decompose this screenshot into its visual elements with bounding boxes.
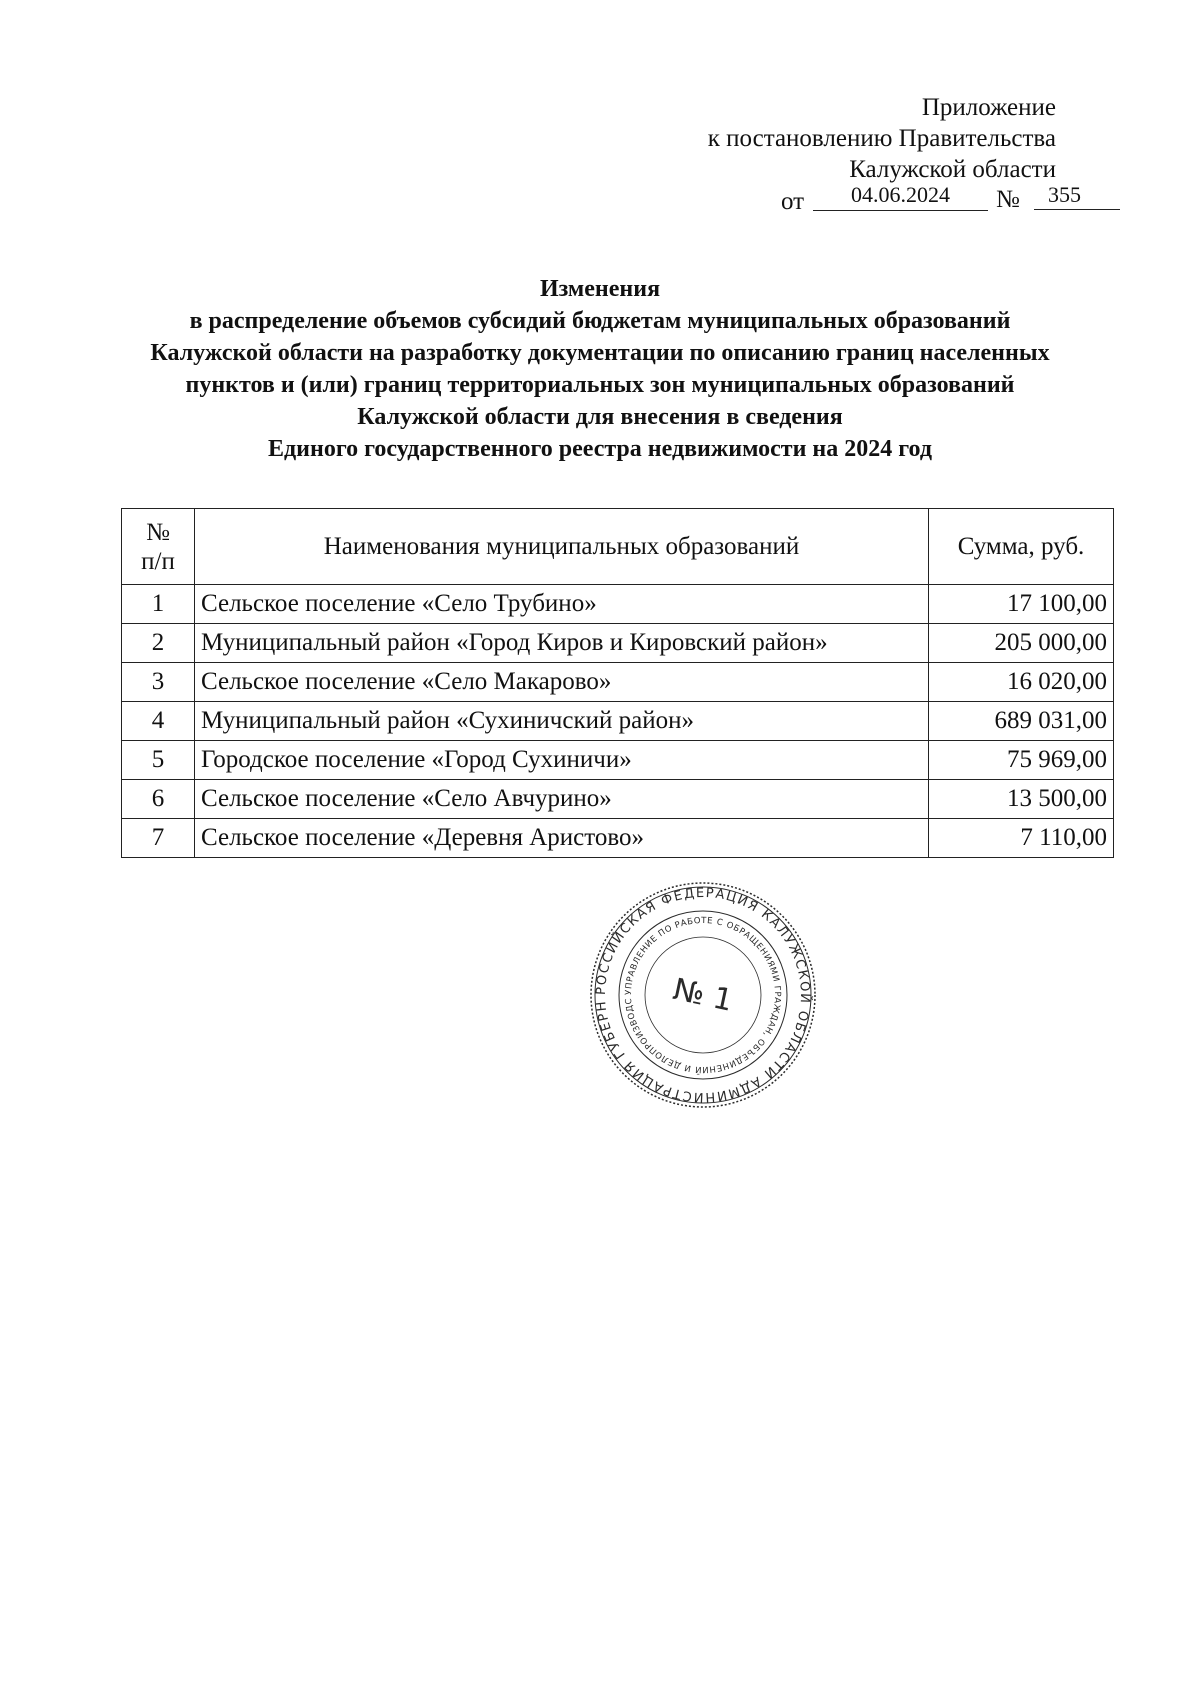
row-number: 2	[122, 624, 195, 663]
header-sum: Сумма, руб.	[929, 509, 1114, 585]
title-line: Изменения	[539, 276, 661, 302]
title-line: в распределение объемов субсидий бюджетам муниципальных образований	[189, 308, 1011, 334]
row-sum: 689 031,00	[929, 702, 1114, 741]
table-row	[122, 702, 1114, 741]
row-number: 3	[122, 663, 195, 702]
table-header-row	[122, 509, 1114, 585]
document-number: 355	[1034, 180, 1120, 210]
row-name: Муниципальный район «Город Киров и Кировский район»	[195, 624, 929, 663]
stamp-outer-text: РОССИЙСКАЯ ФЕДЕРАЦИЯ КАЛУЖСКОЙ ОБЛАСТИ АДМИНИСТРАЦИЯ ГУБЕРН	[593, 885, 813, 1105]
title-line: Калужской области для внесения в сведения	[357, 404, 843, 430]
row-sum: 205 000,00	[929, 624, 1114, 663]
table-row	[122, 819, 1114, 858]
appendix-line: к постановлению Правительства	[707, 125, 1056, 152]
official-stamp	[588, 880, 818, 1110]
title-line: Калужской области на разработку документации по описанию границ населенных	[150, 340, 1050, 366]
row-name: Муниципальный район «Сухиничский район»	[195, 702, 929, 741]
appendix-header	[708, 92, 1056, 185]
row-number: 1	[122, 585, 195, 624]
row-sum: 7 110,00	[929, 819, 1114, 858]
table-row	[122, 624, 1114, 663]
appendix-line: Калужской области	[849, 156, 1056, 183]
stamp-inner-text: УПРАВЛЕНИЕ ПО РАБОТЕ С ОБРАЩЕНИЯМИ ГРАЖДАН, ОБЪЕДИНЕНИЙ И ДЕЛОПРОИЗВОДС	[623, 915, 783, 1075]
header-number-pp: п/п	[141, 547, 175, 575]
title-line: Единого государственного реестра недвижимости на 2024 год	[268, 436, 932, 462]
table-row	[122, 780, 1114, 819]
row-number: 7	[122, 819, 195, 858]
row-name: Городское поселение «Город Сухиничи»	[195, 741, 929, 780]
date-label: от	[781, 188, 805, 215]
title-line: пунктов и (или) границ территориальных зон муниципальных образований	[185, 372, 1015, 398]
row-sum: 16 020,00	[929, 663, 1114, 702]
header-number	[122, 509, 195, 585]
header-number-sign: №	[146, 518, 170, 546]
stamp-icon	[588, 880, 818, 1110]
row-name: Сельское поселение «Деревня Аристово»	[195, 819, 929, 858]
table-row	[122, 741, 1114, 780]
appendix-line: Приложение	[921, 94, 1056, 121]
number-label: №	[996, 186, 1020, 213]
subsidy-table	[121, 508, 1114, 858]
row-name: Сельское поселение «Село Авчурино»	[195, 780, 929, 819]
row-name: Сельское поселение «Село Макарово»	[195, 663, 929, 702]
row-sum: 75 969,00	[929, 741, 1114, 780]
row-sum: 17 100,00	[929, 585, 1114, 624]
row-number: 5	[122, 741, 195, 780]
row-number: 6	[122, 780, 195, 819]
header-name: Наименования муниципальных образований	[195, 509, 929, 585]
stamp-center-text: № 1	[669, 972, 736, 1019]
row-number: 4	[122, 702, 195, 741]
table-row	[122, 663, 1114, 702]
document-title	[100, 273, 1100, 465]
row-name: Сельское поселение «Село Трубино»	[195, 585, 929, 624]
table-row	[122, 585, 1114, 624]
row-sum: 13 500,00	[929, 780, 1114, 819]
document-date-number	[781, 180, 1121, 214]
document-date: 04.06.2024	[813, 180, 988, 211]
